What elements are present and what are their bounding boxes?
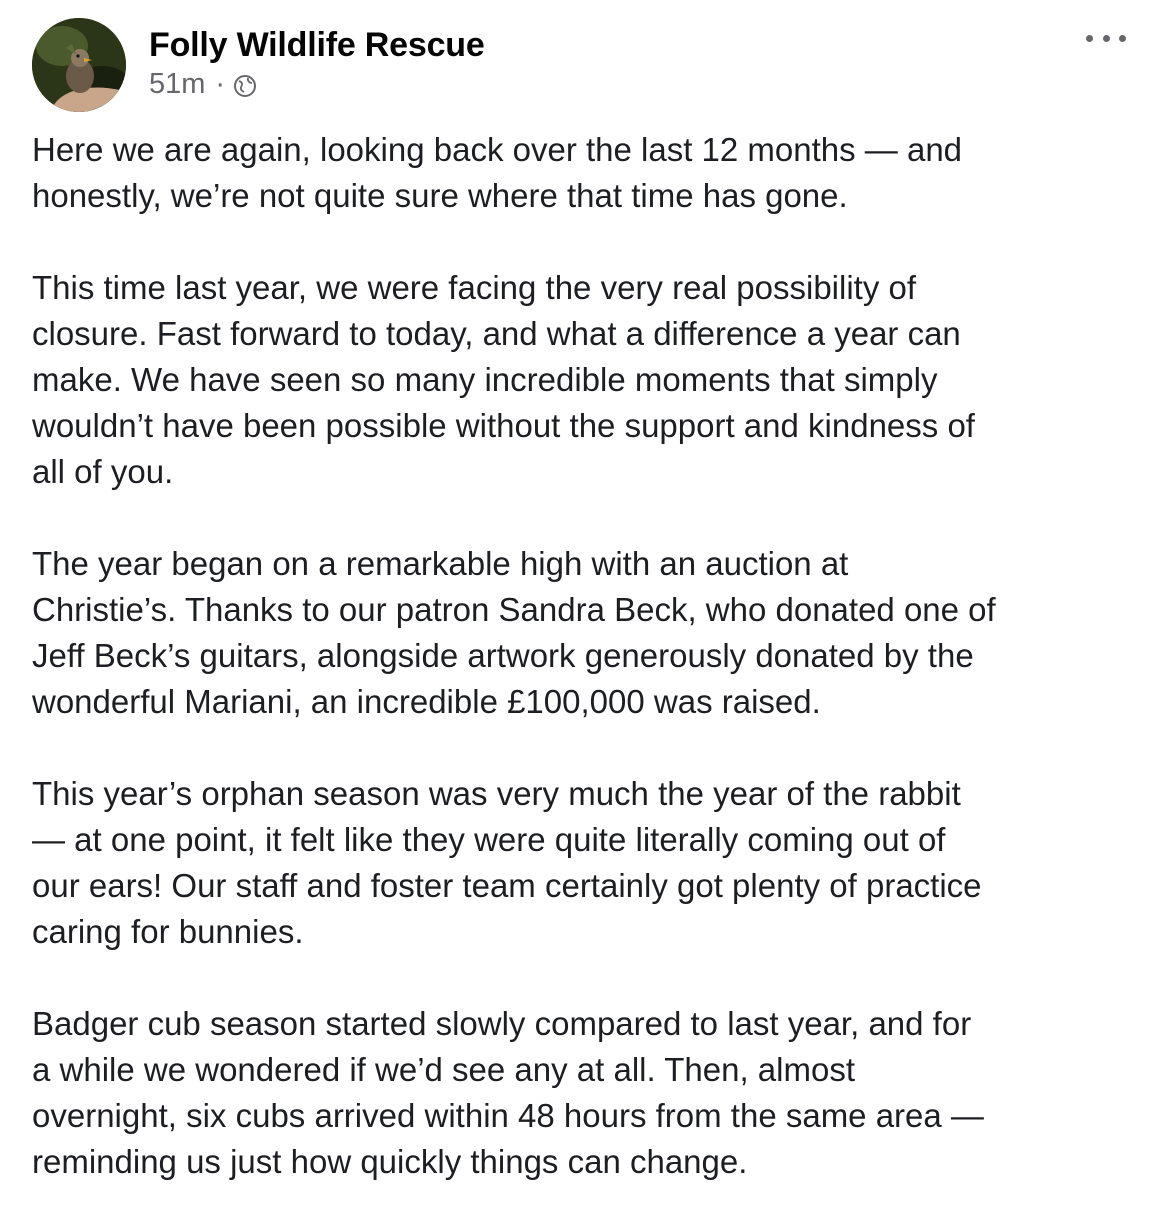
more-options-icon[interactable]: [1086, 28, 1126, 48]
post-paragraph: Here we are again, looking back over the last 12 months — and honestly, we’re not quite sure where that time has gone.: [32, 131, 963, 214]
post-meta: [149, 68, 257, 101]
post-header: [32, 18, 1132, 118]
page-avatar[interactable]: [32, 18, 126, 112]
globe-icon[interactable]: [233, 73, 257, 97]
post-body: [32, 127, 1142, 1231]
post-paragraph: This time last year, we were facing the very real possibility of closure. Fast forward to today, and what a difference a year can make. We have seen so many incredible moments that simply wouldn’t have been possible without the support and kindness of all of you.: [32, 269, 975, 490]
avatar-image: [32, 18, 126, 112]
post-paragraph: Badger cub season started slowly compared to last year, and for a while we wondered if we’d see any at all. Then, almost overnight, six cubs arrived within 48 hours from the same area — reminding us just how quickly things can change.: [32, 1005, 984, 1180]
meta-separator: ·: [215, 68, 226, 100]
post-paragraph: The year began on a remarkable high with an auction at Christie’s. Thanks to our patron Sandra Beck, who donated one of Jeff Beck’s guitars, alongside artwork generously donated by the wonderful Mariani, an incredible £100,000 was raised.: [32, 545, 996, 720]
more-dot: [1086, 35, 1093, 42]
more-dot: [1103, 35, 1110, 42]
timestamp[interactable]: 51m: [149, 68, 206, 100]
page-name-link[interactable]: Folly Wildlife Rescue: [149, 26, 485, 64]
post-paragraph: This year’s orphan season was very much the year of the rabbit — at one point, it felt like they were quite literally coming out of our ears! Our staff and foster team certainly got plenty of practice caring for bunnies.: [32, 775, 982, 950]
more-dot: [1119, 35, 1126, 42]
